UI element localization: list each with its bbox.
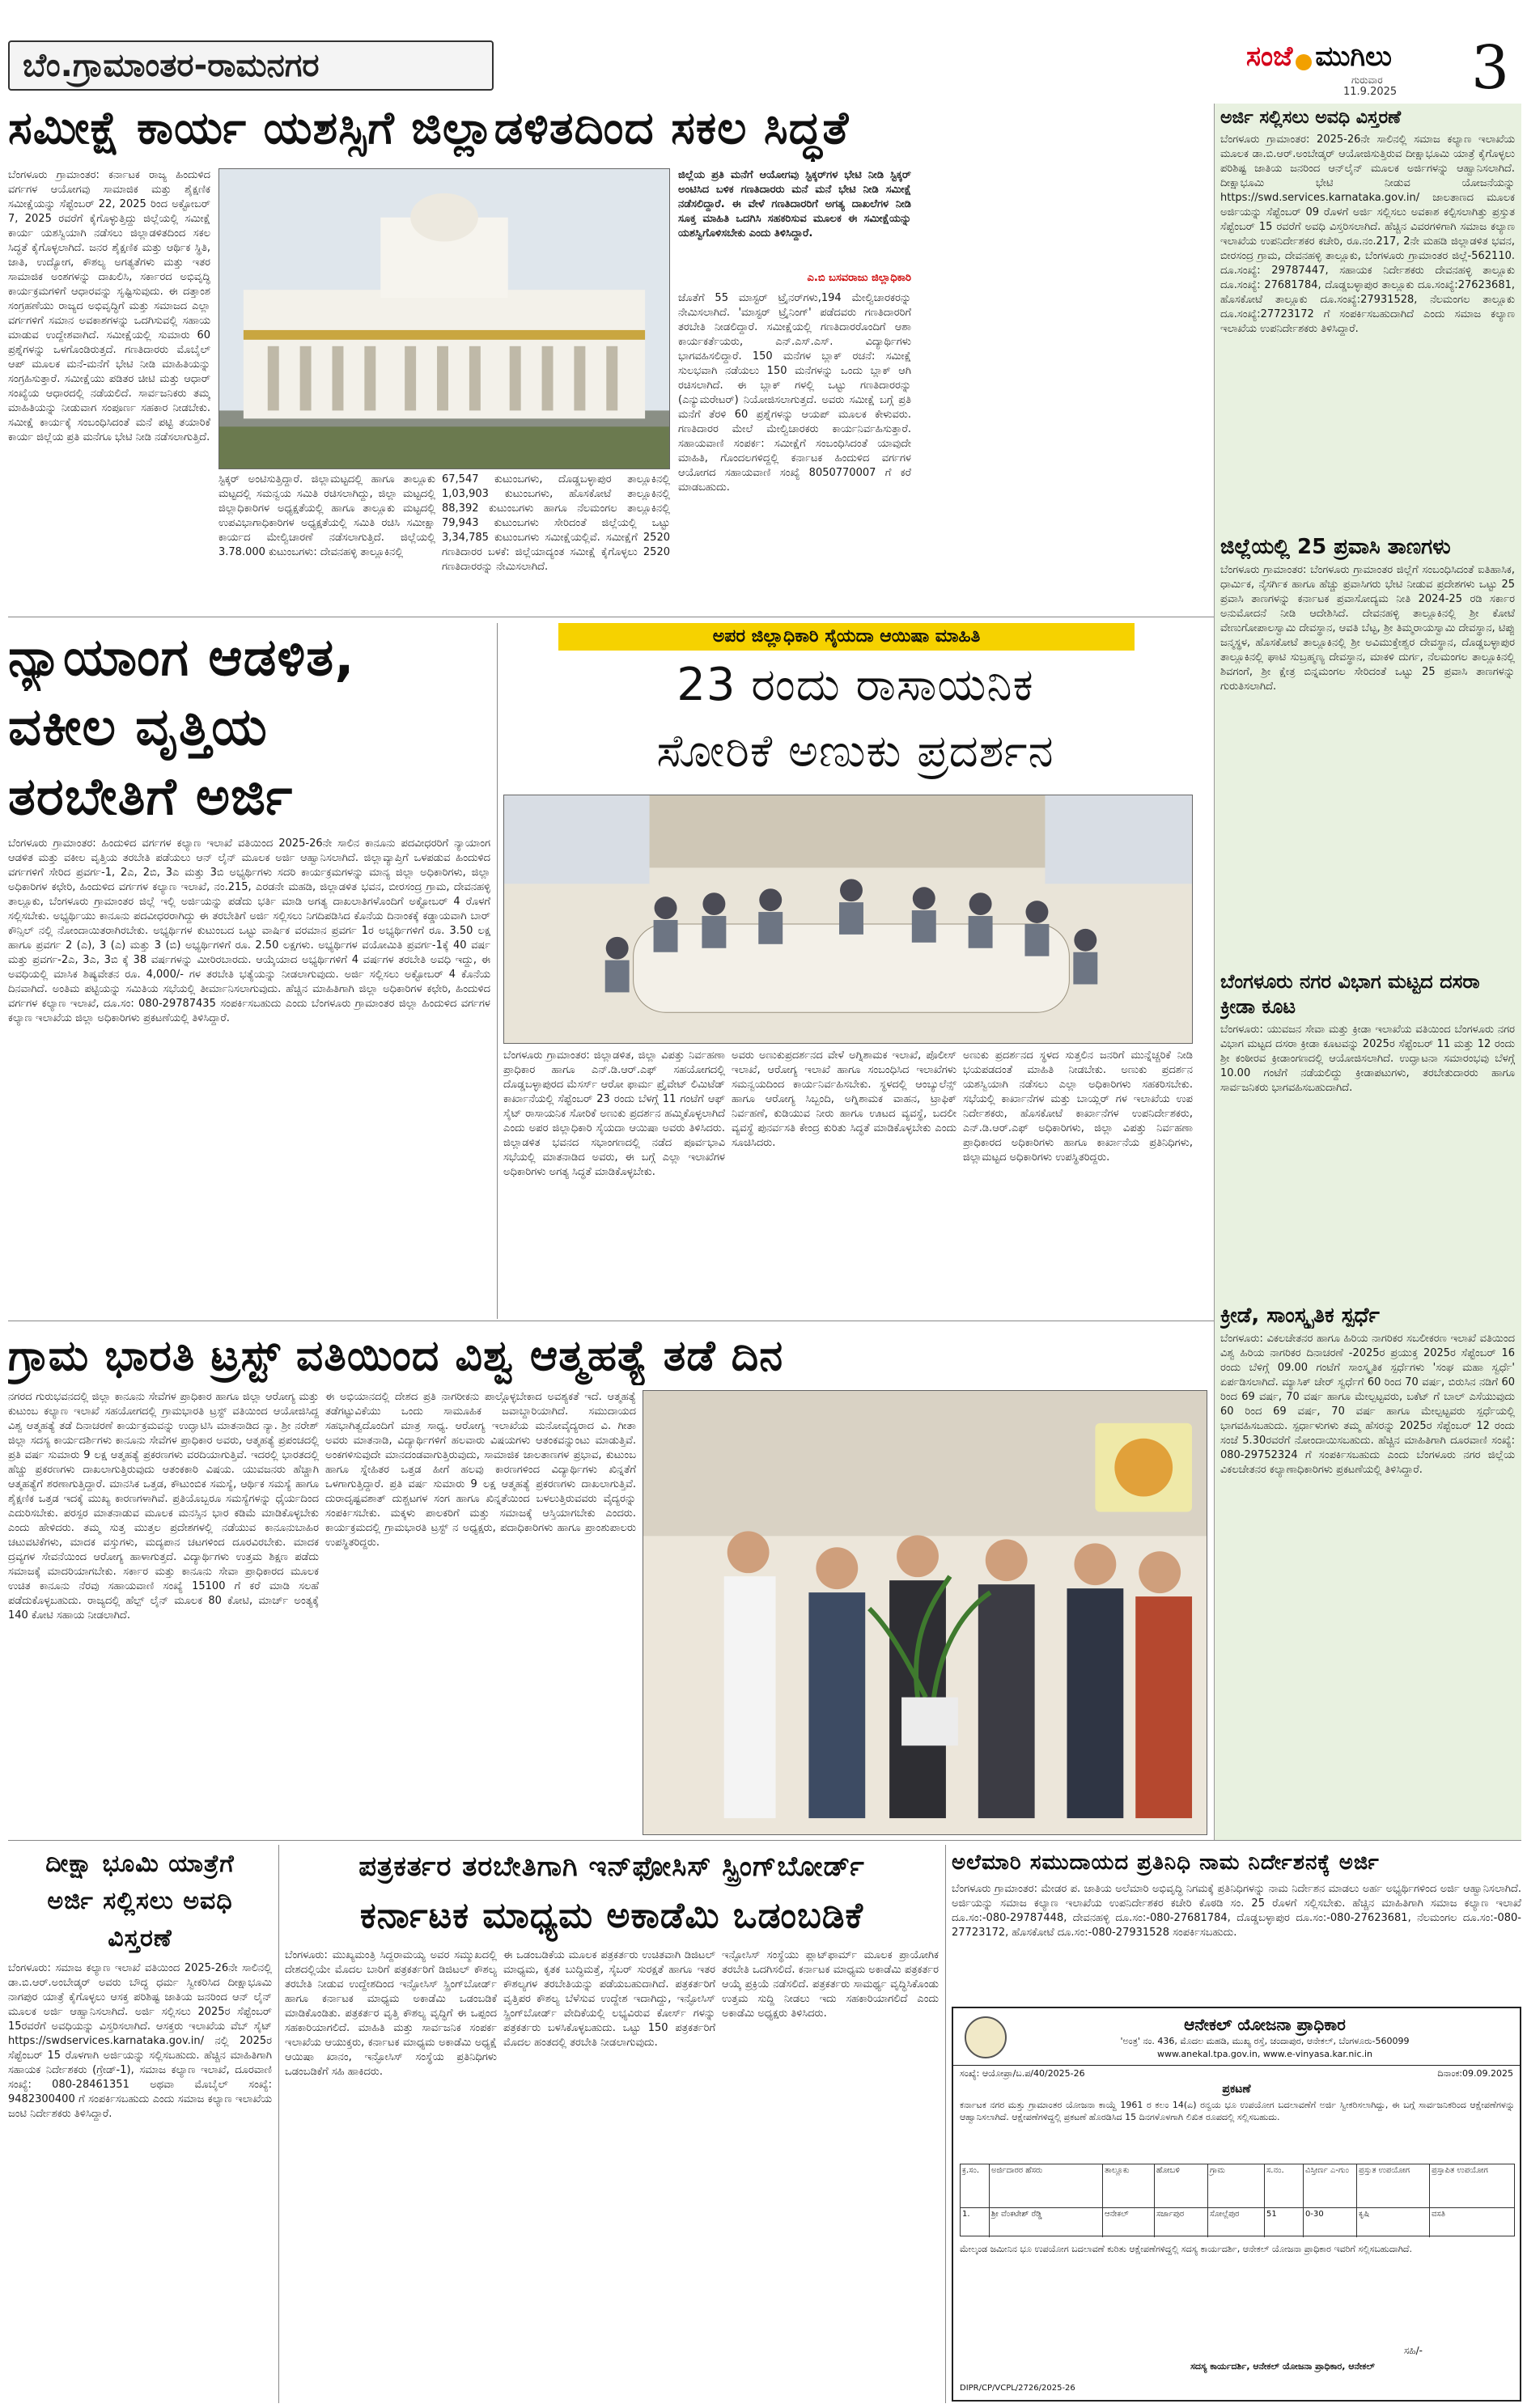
story6-headline-l2: ಕರ್ನಾಟಕ ಮಾಧ್ಯಮ ಅಕಾಡೆಮಿ ಒಡಂಬಡಿಕೆ <box>359 1895 864 1936</box>
story4-col1: ನಗರದ ಗುರುಭವನದಲ್ಲಿ ಜಿಲ್ಲಾ ಕಾನೂನು ಸೇವೆಗಳ ಪ್ರಾಧಿಕಾರ ಹಾಗೂ ಜಿಲ್ಲಾ ಆರೋಗ್ಯ ಮತ್ತು ಕುಟುಂಬ ಕಲ್ಯಾಣ ಇಲಾಖೆ ಸಹಯೋಗದಲ್ಲಿ ಗ್ರಾಮಭಾರತಿ ಟ್ರಸ್ಟ್ ವತಿಯಿಂದ ಆಯೋಜಿಸಿದ್ದ ವಿಶ್ವ ಆತ್ಮಹತ್ಯೆ ತಡೆ ದಿನಾಚರಣೆ ಕಾರ್ಯಕ್ರಮವನ್ನು ಉದ್ಘಾಟಿಸಿ ಮಾತನಾಡಿದ ನ್ಯಾ. ಶ್ರೀ ನರೇಶ್ ಜಿಲ್ಲಾ ಸದಸ್ಯ ಕಾರ್ಯದರ್ಶಿಗಳು ಕಾನೂನು ಸೇವೆಗಳ ಪ್ರಾಧಿಕಾರ ಅವರು, ಆತ್ಮಹತ್ಯೆ ಪ್ರಪಂಚದಲ್ಲಿ ಪ್ರತಿ ವರ್ಷ ಸುಮಾರು 9 ಲಕ್ಷ ಆತ್ಮಹತ್ಯೆ ಪ್ರಕರಣಗಳು ವರದಿಯಾಗುತ್ತಿವೆ. ಇದರಲ್ಲಿ ಭಾರತದಲ್ಲಿ ಹೆಚ್ಚು ಪ್ರಕರಣಗಳು ದಾಖಲಾಗುತ್ತಿರುವುದು ಆತಂಕಕಾರಿ ವಿಷಯ. ಯುವಜನರು ಹೆಚ್ಚಾಗಿ ಆತ್ಮಹತ್ಯೆಗೆ ಶರಣಾಗುತ್ತಿದ್ದಾರೆ. ಮಾನಸಿಕ ಒತ್ತಡ, ಕೌಟುಂಬಿಕ ಸಮಸ್ಯೆ, ಆರ್ಥಿಕ ಸಮಸ್ಯೆ ಹಾಗೂ ಶೈಕ್ಷಣಿಕ ಒತ್ತಡ ಇದಕ್ಕೆ ಮುಖ್ಯ ಕಾರಣಗಳಾಗಿವೆ. ಪ್ರತಿಯೊಬ್ಬರೂ ಸಮಸ್ಯೆಗಳನ್ನು ಧೈರ್ಯದಿಂದ ಎದುರಿಸಬೇಕು. ಪರಸ್ಪರ ಮಾತನಾಡುವ ಮೂಲಕ ಮನಸ್ಸಿನ ಭಾರ ಕಡಿಮೆ ಮಾಡಿಕೊಳ್ಳಬೇಕು ಎಂದು ಹೇಳಿದರು. ತಮ್ಮ ಸುತ್ತ ಮುತ್ತಲ ಪ್ರದೇಶಗಳಲ್ಲಿ ನಡೆಯುವ ಕಾನೂನುಬಾಹಿರ ಚಟುವಟಿಕೆಗಳು, ಮಾದಕ ವಸ್ತುಗಳು, ಮದ್ಯಪಾನ ಚಟಗಳಿಂದ ದೂರವಿರಬೇಕು. ಮಾದಕ ದ್ರವ್ಯಗಳ ಸೇವನೆಯಿಂದ ಆರೋಗ್ಯ ಹಾಳಾಗುತ್ತದೆ. ವಿದ್ಯಾರ್ಥಿಗಳು ಉತ್ತಮ ಶಿಕ್ಷಣ ಪಡೆದು ಸಮಾಜಕ್ಕೆ ಮಾದರಿಯಾಗಬೇಕು. ಸರ್ಕಾರ ಮತ್ತು ಕಾನೂನು ಸೇವಾ ಪ್ರಾಧಿಕಾರದ ಮೂಲಕ ಉಚಿತ ಕಾನೂನು ನೆರವು ಸಹಾಯವಾಣಿ ಸಂಖ್ಯೆ 15100 ಗೆ ಕರೆ ಮಾಡಿ ಸಲಹೆ ಪಡೆದುಕೊಳ್ಳಬಹುದು. ರಾಜ್ಯದಲ್ಲಿ ಹೆಲ್ಪ್ ಲೈನ್ ಮೂಲಕ 80 ಕೋಟಿ, ಮಾರ್ಚ್ ಅಂತ್ಯಕ್ಕೆ 140 ಕೋಟಿ ಸಹಾಯ ನೀಡಲಾಗಿದೆ. <box>8 1391 319 1622</box>
story3-col3: ಅಣುಕು ಪ್ರದರ್ಶನದ ಸ್ಥಳದ ಸುತ್ತಲಿನ ಜನರಿಗೆ ಮುನ್ನೆಚ್ಚರಿಕೆ ನೀಡಿ ಭಯಪಡದಂತೆ ಮಾಹಿತಿ ನೀಡಬೇಕು. ಅಣುಕು ಪ್ರದರ್ಶನ ಯಶಸ್ವಿಯಾಗಿ ನಡೆಸಲು ಎಲ್ಲಾ ಅಧಿಕಾರಿಗಳು ಸಹಕರಿಸಬೇಕು. ಸಭೆಯಲ್ಲಿ ಕಾರ್ಖಾನೆಗಳ ಮತ್ತು ಬಾಯ್ಲರ್ ಗಳ ಇಲಾಖೆಯ ಉಪ ನಿರ್ದೇಶಕರು, ಹೊಸಕೋಟೆ ಕಾರ್ಖಾನೆಗಳ ಉಪನಿರ್ದೇಶಕರು, ಎನ್.ಡಿ.ಆರ್.ಎಫ್ ಅಧಿಕಾರಿಗಳು, ಜಿಲ್ಲಾ ವಿಪತ್ತು ನಿರ್ವಹಣಾ ಪ್ರಾಧಿಕಾರದ ಅಧಿಕಾರಿಗಳು ಹಾಗೂ ಕಾರ್ಖಾನೆಯ ಪ್ರತಿನಿಧಿಗಳು, ಜಿಲ್ಲಾಮಟ್ಟದ ಅಧಿಕಾರಿಗಳು ಉಪಸ್ಥಿತರಿದ್ದರು. <box>963 1049 1193 1164</box>
sidebar-s4-head: ಕ್ರೀಡೆ, ಸಾಂಸ್ಕೃತಿಕ ಸ್ಪರ್ಧೆ <box>1220 1304 1380 1328</box>
divider <box>945 1845 946 2403</box>
notice-intro: ಕರ್ನಾಟಕ ನಗರ ಮತ್ತು ಗ್ರಾಮಾಂತರ ಯೋಜನಾ ಕಾಯ್ದೆ 1961 ರ ಕಲಂ 14(ಎ) ರನ್ವಯ ಭೂ ಉಪಯೋಗ ಬದಲಾವಣೆಗೆ ಅರ್ಜಿ ಸ್ವೀಕರಿಸಲಾಗಿದ್ದು, ಈ ಬಗ್ಗೆ ಸಾರ್ವಜನಿಕರಿಂದ ಆಕ್ಷೇಪಣೆಗಳನ್ನು ಆಹ್ವಾನಿಸಲಾಗಿದೆ. ಆಕ್ಷೇಪಣೆಗಳಿದ್ದಲ್ಲಿ ಪ್ರಕಟಣೆ ಹೊರಡಿಸಿದ 15 ದಿನಗಳೊಳಗಾಗಿ ಲಿಖಿತ ರೂಪದಲ್ಲಿ ಸಲ್ಲಿಸಬಹುದು. <box>960 2100 1515 2122</box>
notice-th: ವಿಸ್ತೀರ್ಣ ಎ-ಗುಂ <box>1304 2164 1357 2208</box>
notice-th: ಪ್ರಸ್ತಾಪಿತ ಉಪಯೋಗ <box>1430 2164 1514 2208</box>
notice-th: ಅರ್ಜಿದಾರರ ಹೆಸರು <box>990 2164 1103 2208</box>
story3-photo-meeting <box>503 795 1193 1044</box>
story1-photo-building <box>218 168 670 469</box>
notice-td: ಸೋಲ್ಲೆಪುರ <box>1208 2208 1265 2237</box>
notice-dipr: DIPR/CP/VCPL/2726/2025-26 <box>960 2384 1075 2393</box>
notice-td: 0-30 <box>1304 2208 1357 2237</box>
story3-col2: ಅವರು ಅಣುಕುಪ್ರದರ್ಶನದ ವೇಳೆ ಅಗ್ನಿಶಾಮಕ ಇಲಾಖೆ, ಪೊಲೀಸ್ ಇಲಾಖೆ, ಆರೋಗ್ಯ ಇಲಾಖೆ ಹಾಗೂ ಸಂಬಂಧಿಸಿದ ಇಲಾಖೆಗಳು ಸಮನ್ವಯದಿಂದ ಕಾರ್ಯನಿರ್ವಹಿಸಬೇಕು. ಸ್ಥಳದಲ್ಲಿ ಆಂಬ್ಯುಲೆನ್ಸ್ ಹಾಗೂ ಆರೋಗ್ಯ ಸಿಬ್ಬಂದಿ, ಅಗ್ನಿಶಾಮಕ ವಾಹನ, ಟ್ರಾಫಿಕ್ ನಿರ್ವಹಣೆ, ಕುಡಿಯುವ ನೀರು ಹಾಗೂ ಊಟದ ವ್ಯವಸ್ಥೆ, ಬದಲೀ ವ್ಯವಸ್ಥೆ ಪುನರ್ವಸತಿ ಕೇಂದ್ರ ಕುರಿತು ಸಿದ್ಧತೆ ಮಾಡಿಕೊಳ್ಳಬೇಕು ಎಂದು ಸೂಚಿಸಿದರು. <box>732 1049 956 1149</box>
notice-td: ವಸತಿ <box>1432 2210 1446 2219</box>
notice-date: ದಿನಾಂಕ:09.09.2025 <box>1437 2068 1513 2079</box>
notice-ref: ಸಂಖ್ಯೆ: ಆಯೋಪ್ರಾ/ಬ.ಪ/40/2025-26 <box>960 2068 1085 2079</box>
notice-web: www.anekal.tpa.gov.in, www.e-vinyasa.kar.nic.in <box>1156 2049 1373 2059</box>
story1-headline: ಸಮೀಕ್ಷೆ ಕಾರ್ಯ ಯಶಸ್ಸಿಗೆ ಜಿಲ್ಲಾಡಳಿತದಿಂದ ಸಕಲ ಸಿದ್ಧತೆ <box>8 102 850 155</box>
story4-photo-group <box>643 1390 1207 1835</box>
notice-th: ಪ್ರಸ್ತುತ ಉಪಯೋಗ <box>1357 2164 1430 2208</box>
story1-col2: ಸ್ಟಿಕ್ಕರ್ ಅಂಟಿಸುತ್ತಿದ್ದಾರೆ. ಜಿಲ್ಲಾಮಟ್ಟದಲ್ಲಿ ಹಾಗೂ ತಾಲ್ಲೂಕು ಮಟ್ಟದಲ್ಲಿ ಸಮನ್ವಯ ಸಮಿತಿ ರಚಿಸಲಾಗಿದ್ದು, ಜಿಲ್ಲಾ ಮಟ್ಟದಲ್ಲಿ ಜಿಲ್ಲಾಧಿಕಾರಿಗಳ ಅಧ್ಯಕ್ಷತೆಯಲ್ಲಿ ಹಾಗೂ ತಾಲ್ಲೂಕು ಮಟ್ಟದಲ್ಲಿ ಉಪವಿಭಾಗಾಧಿಕಾರಿಗಳ ಅಧ್ಯಕ್ಷತೆಯಲ್ಲಿ ಸಮಿತಿ ರಚಿಸಿ ಸಮೀಕ್ಷಾ ಕಾರ್ಯದ ಮೇಲ್ವಿಚಾರಣೆ ನಡೆಸಲಾಗುತ್ತಿದೆ. ಜಿಲ್ಲೆಯಲ್ಲಿ 3.78.000 ಕುಟುಂಬಗಳು: ದೇವನಹಳ್ಳಿ ತಾಲ್ಲೂಕಿನಲ್ಲಿ <box>218 473 435 558</box>
notice-td: ಶ್ರೀ ವೆಂಕಟೇಶ್ ರೆಡ್ಡಿ <box>990 2208 1103 2237</box>
story6-col1: ಬೆಂಗಳೂರು: ಮುಖ್ಯಮಂತ್ರಿ ಸಿದ್ದರಾಮಯ್ಯ ಅವರ ಸಮ್ಮುಖದಲ್ಲಿ ದೇಶದಲ್ಲಿಯೇ ಮೊದಲ ಬಾರಿಗೆ ಪತ್ರಕರ್ತರಿಗೆ ಡಿಜಿಟಲ್ ಕೌಶಲ್ಯ ತರಬೇತಿ ನೀಡುವ ಉದ್ದೇಶದಿಂದ ಇನ್ಫೋಸಿಸ್ ಸ್ಪ್ರಿಂಗ್‌ಬೋರ್ಡ್ ಹಾಗೂ ಕರ್ನಾಟಕ ಮಾಧ್ಯಮ ಅಕಾಡೆಮಿ ಒಡಂಬಡಿಕೆ ಮಾಡಿಕೊಂಡಿತು. ಪತ್ರಕರ್ತರ ವೃತ್ತಿ ಕೌಶಲ್ಯ ವೃದ್ಧಿಗೆ ಈ ಒಪ್ಪಂದ ಸಹಕಾರಿಯಾಗಲಿದೆ. ಮಾಹಿತಿ ಮತ್ತು ಸಾರ್ವಜನಿಕ ಸಂಪರ್ಕ ಇಲಾಖೆಯ ಆಯುಕ್ತರು, ಕರ್ನಾಟಕ ಮಾಧ್ಯಮ ಅಕಾಡೆಮಿ ಅಧ್ಯಕ್ಷೆ ಆಯಿಷಾ ಖಾನಂ, ಇನ್ಫೋಸಿಸ್ ಸಂಸ್ಥೆಯ ಪ್ರತಿನಿಧಿಗಳು ಒಡಂಬಡಿಕೆಗೆ ಸಹಿ ಹಾಕಿದರು. <box>285 1949 497 2078</box>
notice-th: ಕ್ರ.ಸಂ. <box>961 2164 990 2208</box>
sidebar-s2-head: ಜಿಲ್ಲೆಯಲ್ಲಿ 25 ಪ್ರವಾಸಿ ತಾಣಗಳು <box>1220 535 1451 559</box>
divider <box>8 1840 1521 1841</box>
story3-col1: ಬೆಂಗಳೂರು ಗ್ರಾಮಾಂತರ: ಜಿಲ್ಲಾಡಳಿತ, ಜಿಲ್ಲಾ ವಿಪತ್ತು ನಿರ್ವಹಣಾ ಪ್ರಾಧಿಕಾರ ಹಾಗೂ ಎನ್.ಡಿ.ಆರ್.ಎಫ್ ಸಹಯೋಗದಲ್ಲಿ ದೊಡ್ಡಬಳ್ಳಾಪುರದ ಮೆಸರ್ಸ್ ಆರೋ ಫಾರ್ಮ ಪ್ರೈವೇಟ್ ಲಿಮಿಟೆಡ್ ಕಾರ್ಖಾನೆಯಲ್ಲಿ ಸೆಪ್ಟೆಂಬರ್ 23 ರಂದು ಬೆಳಗ್ಗೆ 11 ಗಂಟೆಗೆ ಆಫ್ ಸೈಟ್ ರಾಸಾಯನಿಕ ಸೋರಿಕೆ ಅಣುಕು ಪ್ರದರ್ಶನ ಹಮ್ಮಿಕೊಳ್ಳಲಾಗಿದೆ ಎಂದು ಅಪರ ಜಿಲ್ಲಾಧಿಕಾರಿ ಸೈಯದಾ ಆಯಿಷಾ ಅವರು ತಿಳಿಸಿದರು. ಜಿಲ್ಲಾಡಳಿತ ಭವನದ ಸಭಾಂಗಣದಲ್ಲಿ ನಡೆದ ಪೂರ್ವಭಾವಿ ಸಭೆಯಲ್ಲಿ ಮಾತನಾಡಿದ ಅವರು, ಈ ಬಗ್ಗೆ ಎಲ್ಲಾ ಇಲಾಖೆಗಳ ಅಧಿಕಾರಿಗಳು ಅಗತ್ಯ ಸಿದ್ಧತೆ ಮಾಡಿಕೊಳ್ಳಬೇಕು. <box>503 1049 725 1178</box>
story1-col4-intro: ಜಿಲ್ಲೆಯ ಪ್ರತಿ ಮನೆಗೆ ಆಯೋಗವು ಸ್ಟಿಕ್ಕರ್‌ಗಳ ಭೇಟಿ ನೀಡಿ ಸ್ಟಿಕ್ಕರ್ ಅಂಟಿಸಿದ ಬಳಿಕ ಗಣತಿದಾರರು ಮನೆ ಮನೆ ಭೇಟಿ ನೀಡಿ ಸಮೀಕ್ಷೆ ನಡೆಸಲಿದ್ದಾರೆ. ಈ ವೇಳೆ ಗಣತಿದಾರರಿಗೆ ಅಗತ್ಯ ದಾಖಲೆಗಳ ನೀಡಿ ಸೂಕ್ತ ಮಾಹಿತಿ ಒದಗಿಸಿ ಸಹಕರಿಸುವ ಮೂಲಕ ಈ ಸಮೀಕ್ಷೆಯನ್ನು ಯಶಸ್ವಿಗೊಳಿಸಬೇಕು ಎಂದು ತಿಳಿಸಿದ್ದಾರೆ. <box>678 169 911 240</box>
story5-headline-l3: ವಿಸ್ತರಣೆ <box>108 1924 172 1952</box>
story5-headline-l2: ಅರ್ಜಿ ಸಲ್ಲಿಸಲು ಅವಧಿ <box>47 1887 233 1915</box>
section-header <box>8 40 494 91</box>
story2-headline-l1: ನ್ಯಾಯಾಂಗ ಆಡಳಿತ, <box>8 628 355 688</box>
masthead <box>1246 40 1521 99</box>
masthead-name-left: ಸಂಜೆ <box>1246 40 1293 73</box>
notice-td: 51 <box>1265 2208 1304 2237</box>
masthead-name-right: ಮುಗಿಲು <box>1315 40 1392 73</box>
story1-col1: ಬೆಂಗಳೂರು ಗ್ರಾಮಾಂತರ: ಕರ್ನಾಟಕ ರಾಜ್ಯ ಹಿಂದುಳಿದ ವರ್ಗಗಳ ಆಯೋಗವು ಸಾಮಾಜಿಕ ಮತ್ತು ಶೈಕ್ಷಣಿಕ ಸಮೀಕ್ಷೆಯನ್ನು ಸೆಪ್ಟೆಂಬರ್ 22, 2025 ರಿಂದ ಅಕ್ಟೋಬರ್ 7, 2025 ರವರೆಗೆ ಕೈಗೊಳ್ಳುತ್ತಿದ್ದು ಜಿಲ್ಲೆಯಲ್ಲಿ ಸಮೀಕ್ಷೆ ಕಾರ್ಯ ಯಶಸ್ವಿಯಾಗಿ ನಡೆಸಲು ಜಿಲ್ಲಾಡಳಿತದಿಂದ ಸಕಲ ಸಿದ್ಧತೆ ಕೈಗೊಳ್ಳಲಾಗಿದೆ. ಜನರ ಶೈಕ್ಷಣಿಕ ಮತ್ತು ಆರ್ಥಿಕ ಸ್ಥಿತಿ, ಜಾತಿ, ಉದ್ಯೋಗ, ಕೌಶಲ್ಯ ಅಗತ್ಯತೆಗಳು ಮತ್ತು ಇತರ ಸಾಮಾಜಿಕ ಅಂಶಗಳನ್ನು ದಾಖಲಿಸಿ, ಸರ್ಕಾರದ ಅಭಿವೃದ್ಧಿ ಕಾರ್ಯಕ್ರಮಗಳಿಗೆ ಆಧಾರವನ್ನು ಸೃಷ್ಟಿಸುವುದು. ಈ ದತ್ತಾಂಶ ಸಂಗ್ರಹಣೆಯು ರಾಜ್ಯದ ಅಭಿವೃದ್ಧಿಗೆ ಮತ್ತು ಸಮಾಜದ ಎಲ್ಲಾ ವರ್ಗಗಳಿಗೆ ಸಮಾನ ಅವಕಾಶಗಳನ್ನು ಒದಗಿಸುವಲ್ಲಿ ಸಹಾಯ ಮಾಡುವ ಉದ್ದೇಶವಾಗಿದೆ. ಸಮೀಕ್ಷೆಯಲ್ಲಿ ಸುಮಾರು 60 ಪ್ರಶ್ನೆಗಳನ್ನು ಒಳಗೊಂಡಿರುತ್ತದೆ. ಗಣತಿದಾರರು ಮೊಬೈಲ್ ಆಪ್ ಮೂಲಕ ಮನೆ-ಮನೆಗೆ ಭೇಟಿ ನೀಡಿ ಮಾಹಿತಿಯನ್ನು ಸಂಗ್ರಹಿಸುತ್ತಾರೆ. ಸಮೀಕ್ಷೆಯು ಪಡಿತರ ಚೀಟಿ ಮತ್ತು ಆಧಾರ್ ಸಂಖ್ಯೆಯ ಆಧಾರದಲ್ಲಿ ನಡೆಯಲಿದೆ. ಸಾರ್ವಜನಿಕರು ತಮ್ಮ ಮಾಹಿತಿಯನ್ನು ನೀಡುವಾಗ ಸಂಪೂರ್ಣ ಸಹಕಾರ ನೀಡಬೇಕು. ಸಮೀಕ್ಷೆ ಕಾರ್ಯಕ್ಕೆ ಸಂಬಂಧಿಸಿದಂತೆ ಮನೆ ಪಟ್ಟಿ ತಯಾರಿಕೆ ಕಾರ್ಯ ಜಿಲ್ಲೆಯ ಪ್ರತಿ ಮನೆಗೂ ಭೇಟಿ ನೀಡಿ ನಡೆಸಲಾಗುತ್ತಿದೆ. <box>8 169 210 443</box>
story4-headline: ಗ್ರಾಮ ಭಾರತಿ ಟ್ರಸ್ಟ್ ವತಿಯಿಂದ ವಿಶ್ವ ಆತ್ಮಹತ್ಯೆ ತಡೆ ದಿನ <box>8 1332 784 1380</box>
story1-col4: ಜೊತೆಗೆ 55 ಮಾಸ್ಟರ್ ಟ್ರೈನರ್‌ಗಳು,194 ಮೇಲ್ವಿಚಾರಕರನ್ನು ನೇಮಿಸಲಾಗಿದೆ. 'ಮಾಸ್ಟರ್ ಟ್ರೈನಿಂಗ್' ಪಡೆದವರು ಗಣತಿದಾರರಿಗೆ ತರಬೇತಿ ನೀಡಲಿದ್ದಾರೆ. ಸಮೀಕ್ಷೆಯಲ್ಲಿ ಗಣತಿದಾರರೊಂದಿಗೆ ಆಶಾ ಕಾರ್ಯಕರ್ತೆಯರು, ಎನ್.ಎಸ್.ಎಸ್. ವಿದ್ಯಾರ್ಥಿಗಳು ಭಾಗವಹಿಸಲಿದ್ದಾರೆ. 150 ಮನೆಗಳ ಬ್ಲಾಕ್ ರಚನೆ: ಸಮೀಕ್ಷೆ ಸುಲಭವಾಗಿ ನಡೆಯಲು 150 ಮನೆಗಳನ್ನು ಒಂದು ಬ್ಲಾಕ್ ಆಗಿ ರಚಿಸಲಾಗಿದೆ. ಈ ಬ್ಲಾಕ್ ಗಳಲ್ಲಿ ಒಟ್ಟು ಗಣತಿದಾರರನ್ನು (ಎನ್ಯುಮರೇಟರ್) ನಿಯೋಜಿಸಲಾಗುತ್ತದೆ. ಅವರು ಸಮೀಕ್ಷೆ ಬಗ್ಗೆ ಪ್ರತಿ ಮನೆಗೆ ತೆರಳಿ 60 ಪ್ರಶ್ನೆಗಳನ್ನು ಆಯಪ್ ಮೂಲಕ ಕೇಳುವರು. ಗಣತಿದಾರರ ಮೇಲೆ ಮೇಲ್ವಿಚಾರಕರು ಕಾರ್ಯನಿರ್ವಹಿಸುತ್ತಾರೆ. ಸಹಾಯವಾಣಿ ಸಂಪರ್ಕ: ಸಮೀಕ್ಷೆಗೆ ಸಂಬಂಧಿಸಿದಂತೆ ಯಾವುದೇ ಮಾಹಿತಿ, ಗೊಂದಲಗಳಿದ್ದಲ್ಲಿ ಕರ್ನಾಟಕ ಹಿಂದುಳಿದ ವರ್ಗಗಳ ಆಯೋಗದ ಸಹಾಯವಾಣಿ ಸಂಖ್ಯೆ 8050770007 ಗೆ ಕರೆ ಮಾಡಬಹುದು. <box>678 292 911 494</box>
sidebar-s2-body: ಬೆಂಗಳೂರು ಗ್ರಾಮಾಂತರ: ಬೆಂಗಳೂರು ಗ್ರಾಮಾಂತರ ಜಿಲ್ಲೆಗೆ ಸಂಬಂಧಿಸಿದಂತೆ ಐತಿಹಾಸಿಕ, ಧಾರ್ಮಿಕ, ನೈಸರ್ಗಿಕ ಹಾಗೂ ಹೆಚ್ಚು ಪ್ರವಾಸಿಗರು ಭೇಟಿ ನೀಡುವ ಪ್ರದೇಶಗಳು ಒಟ್ಟು 25 ಪ್ರವಾಸಿ ತಾಣಗಳನ್ನು ಕರ್ನಾಟಕ ಪ್ರವಾಸೋದ್ಯಮ ನೀತಿ 2024-25 ರಡಿ ಸರ್ಕಾರ ಅನುಮೋದನೆ ನೀಡಿ ಆದೇಶಿಸಿದೆ. ದೇವನಹಳ್ಳಿ ತಾಲ್ಲೂಕಿನಲ್ಲಿ ಶ್ರೀ ಕೋಟೆ ವೇಣುಗೋಪಾಲಸ್ವಾಮಿ ದೇವಸ್ಥಾನ, ಆವತಿ ಬೆಟ್ಟ, ಶ್ರೀ ತಿಮ್ಮರಾಯಸ್ವಾಮಿ ದೇವಸ್ಥಾನ, ಟಿಪ್ಪು ಜನ್ಮಸ್ಥಳ, ಹೊಸಕೋಟೆ ತಾಲ್ಲೂಕಿನಲ್ಲಿ ಶ್ರೀ ಅವಿಮುಕ್ತೇಶ್ವರ ದೇವಸ್ಥಾನ, ದೊಡ್ಡಬಳ್ಳಾಪುರ ತಾಲ್ಲೂಕಿನಲ್ಲಿ ಘಾಟಿ ಸುಬ್ರಹ್ಮಣ್ಯ ದೇವಸ್ಥಾನ, ಮಾಕಳಿ ದುರ್ಗ, ನೆಲಮಂಗಲ ತಾಲ್ಲೂಕಿನಲ್ಲಿ ಶಿವಗಂಗೆ, ಶ್ರೀ ಕ್ಷೇತ್ರ ಬಿನ್ನಮಂಗಲ ಸೇರಿದಂತೆ ಒಟ್ಟು 25 ಪ್ರವಾಸಿ ತಾಣಗಳನ್ನು ಗುರುತಿಸಲಾಗಿದೆ. <box>1220 564 1515 693</box>
notice-td: ಕೃಷಿ <box>1357 2208 1430 2237</box>
notice-th: ಗ್ರಾಮ <box>1208 2164 1265 2208</box>
notice-box <box>952 2007 1521 2402</box>
story7-body: ಬೆಂಗಳೂರು ಗ್ರಾಮಾಂತರ: ಮೇಡರ ಪ. ಜಾತಿಯ ಅಲೆಮಾರಿ ಅಭಿವೃದ್ಧಿ ನಿಗಮಕ್ಕೆ ಪ್ರತಿನಿಧಿಗಳನ್ನು ನಾಮ ನಿರ್ದೇಶನ ಮಾಡಲು ಅರ್ಹ ಅಭ್ಯರ್ಥಿಗಳಿಂದ ಅರ್ಜಿ ಆಹ್ವಾನಿಸಲಾಗಿದೆ. ಅರ್ಜಿಯನ್ನು ಸಮಾಜ ಕಲ್ಯಾಣ ಇಲಾಖೆಯ ಉಪನಿರ್ದೇಶಕರ ಕಚೇರಿ ಕೊಠಡಿ ಸಂ. 25 ರೊಳಗೆ ಸಲ್ಲಿಸಬೇಕು. ಹೆಚ್ಚಿನ ಮಾಹಿತಿಗಾಗಿ ಸಮಾಜ ಕಲ್ಯಾಣ ಇಲಾಖೆ ದೂ.ಸಂ:-080-29787448, ದೇವನಹಳ್ಳಿ ದೂ.ಸಂ:-080-27681784, ದೊಡ್ಡಬಳ್ಳಾಪುರ ದೂ.ಸಂ:-080-27623681, ನೆಲಮಂಗಲ ದೂ.ಸಂ:-080-27723172, ಹೊಸಕೋಟೆ ದೂ.ಸಂ:-080-27931528 ಸಂಪರ್ಕಿಸಬಹುದು. <box>952 1883 1521 1939</box>
masthead-date: 11.9.2025 <box>1343 86 1398 98</box>
notice-title: ಪ್ರಕಟಣೆ <box>1222 2083 1251 2096</box>
notice-head: ಆನೇಕಲ್ ಯೋಜನಾ ಪ್ರಾಧಿಕಾರ <box>1184 2015 1346 2034</box>
story1-byline: ಎ.ಬಿ ಬಸವರಾಜು ಜಿಲ್ಲಾಧಿಕಾರಿ <box>807 272 911 284</box>
story1-col3: 67,547 ಕುಟುಂಬಗಳು, ದೊಡ್ಡಬಳ್ಳಾಪುರ ತಾಲ್ಲೂಕಿನಲ್ಲಿ 1,03,903 ಕುಟುಂಬಗಳು, ಹೊಸಕೋಟೆ ತಾಲ್ಲೂಕಿನಲ್ಲಿ 88,392 ಕುಟುಂಬಗಳು ಹಾಗೂ ನೆಲಮಂಗಲ ತಾಲ್ಲೂಕಿನಲ್ಲಿ 79,943 ಕುಟುಂಬಗಳು ಸೇರಿದಂತೆ ಜಿಲ್ಲೆಯಲ್ಲಿ ಒಟ್ಟು 3,34,785 ಕುಟುಂಬಗಳು ಸಮೀಕ್ಷೆಯಲ್ಲಿವೆ. ಸಮೀಕ್ಷೆಗೆ 2520 ಗಣತಿದಾರರ ಬಳಕೆ: ಜಿಲ್ಲೆಯಾದ್ಯಂತ ಸಮೀಕ್ಷೆ ಕೈಗೊಳ್ಳಲು 2520 ಗಣತಿದಾರರನ್ನು ನೇಮಿಸಲಾಗಿದೆ. <box>442 473 670 573</box>
page-number: 3 <box>1471 40 1510 99</box>
masthead-day: ಗುರುವಾರ <box>1351 74 1383 86</box>
sidebar-s4-body: ಬೆಂಗಳೂರು: ವಿಕಲಚೇತನರ ಹಾಗೂ ಹಿರಿಯ ನಾಗರಿಕರ ಸಬಲೀಕರಣ ಇಲಾಖೆ ವತಿಯಿಂದ ವಿಶ್ವ ಹಿರಿಯ ನಾಗರಿಕರ ದಿನಾಚರಣೆ -2025ರ ಪ್ರಯುಕ್ತ 2025ರ ಸೆಪ್ಟೆಂಬರ್ 16 ರಂದು ಬೆಳಿಗ್ಗೆ 09.00 ಗಂಟೆಗೆ ಸಾಂಸ್ಕೃತಿಕ ಸ್ಪರ್ಧೆಗಳು 'ಸಂಘ ಮಹಾ ಸ್ವರ್ಧೆ' ಏರ್ಪಡಿಸಲಾಗಿದೆ. ಮ್ಯಾಸಿಕ್ ಚೇರ್ ಸ್ವರ್ಧೆಗೆ 60 ರಿಂದ 70 ವರ್ಷ, ಬಿರುಸಿನ ನಡಿಗೆ 60 ರಿಂದ 69 ವರ್ಷ, 70 ವರ್ಷ ಹಾಗೂ ಮೇಲ್ಪಟ್ಟವರು, ಬಕೆಟ್ ಗೆ ಬಾಲ್ ಎಸೆಯುವುದು 60 ರಿಂದ 69 ವರ್ಷ, 70 ವರ್ಷ ಹಾಗೂ ಮೇಲ್ಪಟ್ಟವರು ಸ್ಪರ್ಧೆಯಲ್ಲಿ ಭಾಗವಹಿಸಬಹುದು. ಸ್ಪರ್ಧಾಳುಗಳು ತಮ್ಮ ಹೆಸರನ್ನು 2025ರ ಸೆಪ್ಟೆಂಬರ್ 12 ರಂದು ಸಂಜೆ 5.30ರವರೆಗೆ ನೋಂದಾಯಿಸಬಹುದು. ಹೆಚ್ಚಿನ ಮಾಹಿತಿಗಾಗಿ ದೂರವಾಣಿ ಸಂಖ್ಯೆ: 080-29752324 ಗೆ ಸಂಪರ್ಕಿಸಬಹುದು ಎಂದು ಬೆಂಗಳೂರು ನಗರ ಜಿಲ್ಲೆಯ ವಿಕಲಚೇತನರ ಕಲ್ಯಾಣಾಧಿಕಾರಿಗಳು ಪ್ರಕಟಣೆಯಲ್ಲಿ ತಿಳಿಸಿದ್ದಾರೆ. <box>1220 1333 1515 1476</box>
masthead-logo <box>1246 40 1457 73</box>
story5-body: ಬೆಂಗಳೂರು: ಸಮಾಜ ಕಲ್ಯಾಣ ಇಲಾಖೆ ವತಿಯಿಂದ 2025-26ನೇ ಸಾಲಿನಲ್ಲಿ ಡಾ.ಬಿ.ಆರ್.ಅಂಬೇಡ್ಕರ್ ಅವರು ಬೌದ್ಧ ಧರ್ಮ ಸ್ವೀಕರಿಸಿದ ದೀಕ್ಷಾಭೂಮಿ ನಾಗಪುರ ಯಾತ್ರೆ ಕೈಗೊಳ್ಳಲು ಆಸಕ್ತ ಪರಿಶಿಷ್ಟ ಜಾತಿಯ ಜನರಿಂದ ಆನ್ ಲೈನ್ ಮೂಲಕ ಅರ್ಜಿ ಆಹ್ವಾನಿಸಲಾಗಿದೆ. ಅರ್ಜಿ ಸಲ್ಲಿಸಲು 2025ರ ಸೆಪ್ಟೆಂಬರ್ 15ರವರೆಗೆ ಅವಧಿಯನ್ನು ವಿಸ್ತರಿಸಲಾಗಿದೆ. ಆಸಕ್ತರು ಇಲಾಖೆಯ ವೆಬ್ ಸೈಟ್ https://swdservices.karnataka.gov.in/ ನಲ್ಲಿ 2025ರ ಸೆಪ್ಟೆಂಬರ್ 15 ರೊಳಗಾಗಿ ಅರ್ಜಿಯನ್ನು ಸಲ್ಲಿಸಬಹುದು. ಹೆಚ್ಚಿನ ಮಾಹಿತಿಗಾಗಿ ಸಹಾಯಕ ನಿರ್ದೇಶಕರು (ಗ್ರೇಡ್-1), ಸಮಾಜ ಕಲ್ಯಾಣ ಇಲಾಖೆ, ದೂರವಾಣಿ ಸಂಖ್ಯೆ: 080-28461351 ಅಥವಾ ಮೊಬೈಲ್ ಸಂಖ್ಯೆ: 9482300400 ಗೆ ಸಂಪರ್ಕಿಸಬಹುದು ಎಂದು ಸಮಾಜ ಕಲ್ಯಾಣ ಇಲಾಖೆಯ ಜಂಟಿ ನಿರ್ದೇಶಕರು ತಿಳಿಸಿದ್ದಾರೆ. <box>8 1962 272 2120</box>
story7-headline: ಅಲೆಮಾರಿ ಸಮುದಾಯದ ಪ್ರತಿನಿಧಿ ನಾಮ ನಿರ್ದೇಶನಕ್ಕೆ ಅರ್ಜಿ <box>952 1851 1380 1875</box>
sidebar-s1-body: ಬೆಂಗಳೂರು ಗ್ರಾಮಾಂತರ: 2025-26ನೇ ಸಾಲಿನಲ್ಲಿ ಸಮಾಜ ಕಲ್ಯಾಣ ಇಲಾಖೆಯ ಮೂಲಕ ಡಾ.ಬಿ.ಆರ್.ಅಂಬೇಡ್ಕರ್ ಆಯೋಜಿಸುತ್ತಿರುವ ದೀಕ್ಷಾಭೂಮಿ ಯಾತ್ರೆ ಕೈಗೊಳ್ಳಲು ಪರಿಶಿಷ್ಟ ಜಾತಿಯ ಜನರಿಂದ ಆನ್‌ಲೈನ್ ಮೂಲಕ ಅರ್ಜಿಗಳನ್ನು ಆಹ್ವಾನಿಸಲಾಗಿದೆ. ದೀಕ್ಷಾಭೂಮಿ ಭೇಟಿ ನೀಡುವ ಯೋಜನೆಯನ್ನು https://swd.services.karnataka.gov.in/ ಜಾಲತಾಣದ ಮೂಲಕ ಅರ್ಜಿಯನ್ನು ಸೆಪ್ಟೆಂಬರ್ 09 ರೊಳಗೆ ಅರ್ಜಿ ಸಲ್ಲಿಸಲು ಅವಕಾಶ ಕಲ್ಪಿಸಲಾಗಿತ್ತು ಪ್ರಸ್ತುತ ಸೆಪ್ಟೆಂಬರ್ 15 ರವರೆಗೆ ಅವಧಿ ವಿಸ್ತರಿಸಲಾಗಿದೆ. ಹೆಚ್ಚಿನ ವಿವರಗಳಿಗಾಗಿ ಸಮಾಜ ಕಲ್ಯಾಣ ಇಲಾಖೆಯ ಉಪನಿರ್ದೇಶಕರ ಕಚೇರಿ, ರೂ.ನಂ.217, 2ನೇ ಮಹಡಿ ಜಿಲ್ಲಾಡಳಿತ ಭವನ, ಬೀರಸಂದ್ರ ಗ್ರಾಮ, ದೇವನಹಳ್ಳಿ ತಾಲ್ಲೂಕು, ಬೆಂಗಳೂರು ಗ್ರಾಮಾಂತರ ಜಿಲ್ಲೆ-562110. ದೂ.ಸಂಖ್ಯೆ: 29787447, ಸಹಾಯಕ ನಿರ್ದೇಶಕರು ದೇವನಹಳ್ಳಿ ತಾಲ್ಲೂಕು ದೂ.ಸಂಖ್ಯೆ: 27681784, ದೊಡ್ಡಬಳ್ಳಾಪುರ ತಾಲ್ಲೂಕು ದೂ.ಸಂಖ್ಯೆ:27623681, ಹೊಸಕೋಟೆ ತಾಲ್ಲೂಕು ದೂ.ಸಂಖ್ಯೆ:27931528, ನೆಲಮಂಗಲ ತಾಲ್ಲೂಕು ದೂ.ಸಂಖ್ಯೆ:27723172 ಗೆ ಸಂಪರ್ಕಿಸಬಹುದಾಗಿದೆ ಎಂದು ಸಮಾಜ ಕಲ್ಯಾಣ ಇಲಾಖೆಯ ಉಪನಿರ್ದೇಶಕರು ತಿಳಿಸಿದ್ದಾರೆ. <box>1220 134 1515 335</box>
sidebar-s3-body: ಬೆಂಗಳೂರು: ಯುವಜನ ಸೇವಾ ಮತ್ತು ಕ್ರೀಡಾ ಇಲಾಖೆಯ ವತಿಯಿಂದ ಬೆಂಗಳೂರು ನಗರ ವಿಭಾಗ ಮಟ್ಟದ ದಸರಾ ಕ್ರೀಡಾ ಕೂಟವನ್ನು 2025ರ ಸೆಪ್ಟೆಂಬರ್ 11 ಮತ್ತು 12 ರಂದು ಶ್ರೀ ಕಂಠೀರವ ಕ್ರೀಡಾಂಗಣದಲ್ಲಿ ಆಯೋಜಿಸಲಾಗಿದೆ. ಉದ್ಘಾಟನಾ ಸಮಾರಂಭವು ಬೆಳಗ್ಗೆ 10.00 ಗಂಟೆಗೆ ನಡೆಯಲಿದ್ದು ಕ್ರೀಡಾಪಟುಗಳು, ತರಬೇತುದಾರರು ಹಾಗೂ ಸಾರ್ವಜನಿಕರು ಭಾಗವಹಿಸಬಹುದಾಗಿದೆ. <box>1220 1024 1515 1094</box>
notice-signer: ಸದಸ್ಯ ಕಾರ್ಯದರ್ಶಿ, ಆನೇಕಲ್ ಯೋಜನಾ ಪ್ರಾಧಿಕಾರ, ಆನೇಕಲ್ <box>1190 2361 1375 2372</box>
notice-td: 1. <box>961 2208 990 2237</box>
emblem-icon <box>965 2016 1007 2058</box>
divider <box>278 1845 279 2403</box>
story6-col2: ಈ ಒಡಂಬಡಿಕೆಯ ಮೂಲಕ ಪತ್ರಕರ್ತರು ಉಚಿತವಾಗಿ ಡಿಜಿಟಲ್ ಮಾಧ್ಯಮ, ಕೃತಕ ಬುದ್ಧಿಮತ್ತೆ, ಸೈಬರ್ ಸುರಕ್ಷತೆ ಹಾಗೂ ಇತರ ಕೌಶಲ್ಯಗಳ ತರಬೇತಿಯನ್ನು ಪಡೆಯಬಹುದಾಗಿದೆ. ಪತ್ರಕರ್ತರಿಗೆ ವೃತ್ತಿಪರ ಕೌಶಲ್ಯ ಬೆಳೆಸುವ ಉದ್ದೇಶ ಇದಾಗಿದ್ದು, ಇನ್ಫೋಸಿಸ್ ಸ್ಪ್ರಿಂಗ್‌ಬೋರ್ಡ್ ವೇದಿಕೆಯಲ್ಲಿ ಲಭ್ಯವಿರುವ ಕೋರ್ಸ್ ಗಳನ್ನು ಪತ್ರಕರ್ತರು ಬಳಸಿಕೊಳ್ಳಬಹುದು. ಒಟ್ಟು 150 ಪತ್ರಕರ್ತರಿಗೆ ಮೊದಲ ಹಂತದಲ್ಲಿ ತರಬೇತಿ ನೀಡಲಾಗುವುದು. <box>503 1949 715 2049</box>
story2-body: ಬೆಂಗಳೂರು ಗ್ರಾಮಾಂತರ: ಹಿಂದುಳಿದ ವರ್ಗಗಳ ಕಲ್ಯಾಣ ಇಲಾಖೆ ವತಿಯಿಂದ 2025-26ನೇ ಸಾಲಿನ ಕಾನೂನು ಪದವೀಧರರಿಗೆ ನ್ಯಾಯಾಂಗ ಆಡಳಿತ ಮತ್ತು ವಕೀಲ ವೃತ್ತಿಯ ತರಬೇತಿ ಪಡೆಯಲು ಆನ್ ಲೈನ್ ಮೂಲಕ ಅರ್ಜಿ ಆಹ್ವಾನಿಸಲಾಗಿದೆ. ಜಿಲ್ಲಾವ್ಯಾಪ್ತಿಗೆ ಒಳಪಡುವ ಹಿಂದುಳಿದ ವರ್ಗಗಳಿಗೆ ಸೇರಿದ ಪ್ರವರ್ಗ-1, 2ಎ, 2ಬಿ, 3ಎ ಮತ್ತು 3ಬಿ ಅಭ್ಯರ್ಥಿಗಳು ಸದರಿ ಕಾರ್ಯಕ್ರಮಗಳನ್ನು ಮಾನ್ಯ ಜಿಲ್ಲಾ ಅಧಿಕಾರಿಗಳು, ಜಿಲ್ಲಾ ಅಧಿಕಾರಿಗಳ ಕಛೇರಿ, ಹಿಂದುಳಿದ ವರ್ಗಗಳ ಕಲ್ಯಾಣ ಇಲಾಖೆ, ನಂ.215, ಎರಡನೇ ಮಹಡಿ, ಜಿಲ್ಲಾಡಳಿತ ಭವನ, ಬೀರಸಂದ್ರ ಗ್ರಾಮ, ದೇವನಹಳ್ಳಿ ತಾಲ್ಲೂಕು, ಬೆಂಗಳೂರು ಗ್ರಾಮಾಂತರ ಜಿಲ್ಲೆ ಇಲ್ಲಿ ಅರ್ಜಿಯನ್ನು ಪಡೆದು ಭರ್ತಿ ಮಾಡಿ ಅಗತ್ಯ ದಾಖಲಾತಿಗಳೊಂದಿಗೆ ಅಕ್ಟೋಬರ್ 4 ರೊಳಗೆ ಸಲ್ಲಿಸಬೇಕು. ಅಭ್ಯರ್ಥಿಯು ಕಾನೂನು ಪದವೀಧರರಾಗಿದ್ದು ಈ ತರಬೇತಿಗೆ ಅರ್ಜಿ ಸಲ್ಲಿಸಲು ನಿಗದಿಪಡಿಸಿದ ಕೊನೆಯ ದಿನಾಂಕಕ್ಕೆ ಕಡ್ಡಾಯವಾಗಿ ಬಾರ್ ಕೌನ್ಸಿಲ್ ನಲ್ಲಿ ನೋಂದಾಯಿತರಾಗಿರಬೇಕು. ಅಭ್ಯರ್ಥಿಗಳ ಕುಟುಂಬದ ಒಟ್ಟು ವಾರ್ಷಿಕ ವರಮಾನ ಪ್ರವರ್ಗ 1ರ ಅಭ್ಯರ್ಥಿಗಳಿಗೆ ರೂ. 3.50 ಲಕ್ಷ ಹಾಗೂ ಪ್ರವರ್ಗ 2 (ಎ), 3 (ಎ) ಮತ್ತು 3 (ಬಿ) ಅಭ್ಯರ್ಥಿಗಳಿಗೆ ರೂ. 2.50 ಲಕ್ಷಗಳು. ಅಭ್ಯರ್ಥಿಗಳ ವಯೋಮಿತಿ ಪ್ರವರ್ಗ-1ಕ್ಕೆ 40 ವರ್ಷ ಮತ್ತು ಪ್ರವರ್ಗ-2ಎ, 3ಎ, 3ಬಿ ಕ್ಕೆ 38 ವರ್ಷಗಳನ್ನು ಮೀರಿರಬಾರದು. ಆಯ್ಕೆಯಾದ ಅಭ್ಯರ್ಥಿಗಳಿಗೆ 4 ವರ್ಷಗಳ ತರಬೇತಿ ಅವಧಿ ಇದ್ದು, ಈ ಅವಧಿಯಲ್ಲಿ ಮಾಸಿಕ ಶಿಷ್ಯವೇತನ ರೂ. 4,000/- ಗಳ ತರಬೇತಿ ಭತ್ಯೆಯನ್ನು ನೀಡಲಾಗುವುದು. ಅರ್ಜಿ ಸಲ್ಲಿಸಲು ಅಕ್ಟೋಬರ್ 4 ಕೊನೆಯ ದಿನವಾಗಿದೆ. ಅಂತಿಮ ಪಟ್ಟಿಯನ್ನು ಸಮಿತಿಯ ಸಭೆಯಲ್ಲಿ ತೀರ್ಮಾನಿಸಲಾಗುವುದು. ಹೆಚ್ಚಿನ ಮಾಹಿತಿಗಾಗಿ ಜಿಲ್ಲಾ ಅಧಿಕಾರಿಗಳ ಕಛೇರಿ, ಹಿಂದುಳಿದ ವರ್ಗಗಳ ಕಲ್ಯಾಣ ಇಲಾಖೆ, ದೂ.ಸಂ: 080-29787435 ಸಂಪರ್ಕಿಸಬಹುದು ಎಂದು ಬೆಂಗಳೂರು ಗ್ರಾಮಾಂತರ ಜಿಲ್ಲಾ ಹಿಂದುಳಿದ ವರ್ಗಗಳ ಕಲ್ಯಾಣ ಇಲಾಖೆಯ ಜಿಲ್ಲಾ ಅಧಿಕಾರಿಗಳು ಪ್ರಕಟಣೆಯಲ್ಲಿ ತಿಳಿಸಿದ್ದಾರೆ. <box>8 837 490 1024</box>
story6-headline-l1: ಪತ್ರಕರ್ತರ ತರಬೇತಿಗಾಗಿ ಇನ್‌ಫೋಸಿಸ್ ಸ್ಪ್ರಿಂಗ್‌ಬೋರ್ಡ್ <box>358 1851 865 1883</box>
story3-tag: ಅಪರ ಜಿಲ್ಲಾಧಿಕಾರಿ ಸೈಯದಾ ಆಯಿಷಾ ಮಾಹಿತಿ <box>558 623 1135 651</box>
notice-td: ಆನೇಕಲ್ <box>1103 2208 1155 2237</box>
story2-headline-l3: ತರಬೇತಿಗೆ ಅರ್ಜಿ <box>8 767 294 827</box>
sun-icon <box>1296 54 1312 70</box>
notice-sign: ಸಹಿ/- <box>1404 2345 1423 2356</box>
story6-col3: ಇನ್ಫೋಸಿಸ್ ಸಂಸ್ಥೆಯು ಪ್ಲಾಟ್‌ಫಾರ್ಮ್ ಮೂಲಕ ಪ್ರಾಯೋಗಿಕ ತರಬೇತಿ ಒದಗಿಸಲಿದೆ. ಕರ್ನಾಟಕ ಮಾಧ್ಯಮ ಅಕಾಡೆಮಿ ಪತ್ರಕರ್ತರ ಆಯ್ಕೆ ಪ್ರಕ್ರಿಯೆ ನಡೆಸಲಿದೆ. ಪತ್ರಕರ್ತರು ಸಾಮರ್ಥ್ಯ ವೃದ್ಧಿಸಿಕೊಂಡು ಉತ್ತಮ ಸುದ್ದಿ ನೀಡಲು ಇದು ಸಹಕಾರಿಯಾಗಲಿದೆ ಎಂದು ಅಕಾಡೆಮಿ ಅಧ್ಯಕ್ಷರು ತಿಳಿಸಿದರು. <box>722 1949 939 2020</box>
sidebar-s3-head: ಬೆಂಗಳೂರು ನಗರ ವಿಭಾಗ ಮಟ್ಟದ ದಸರಾ ಕ್ರೀಡಾ ಕೂಟ <box>1220 970 1480 1018</box>
sidebar-s1-head: ಅರ್ಜಿ ಸಲ್ಲಿಸಲು ಅವಧಿ ವಿಸ್ತರಣೆ <box>1220 108 1402 128</box>
section-header-text: ಬೆಂ.ಗ್ರಾಮಾಂತರ-ರಾಮನಗರ <box>23 47 320 84</box>
notice-address: 'ಅಂತ್ರ' ನಂ. 436, ಮೊದಲ ಮಹಡಿ, ಮುಖ್ಯ ರಸ್ತೆ, ಚಂದಾಪುರ, ಆನೇಕಲ್, ಬೆಂಗಳೂರು-560099 <box>1120 2036 1410 2046</box>
notice-th: ತಾಲ್ಲೂಕು <box>1103 2164 1155 2208</box>
notice-table <box>960 2164 1515 2236</box>
story2-headline-l2: ವಕೀಲ ವೃತ್ತಿಯ <box>8 697 268 757</box>
notice-outro: ಮೇಲ್ಕಂಡ ಜಮೀನಿನ ಭೂ ಉಪಯೋಗ ಬದಲಾವಣೆ ಕುರಿತು ಆಕ್ಷೇಪಣೆಗಳಿದ್ದಲ್ಲಿ ಸದಸ್ಯ ಕಾರ್ಯದರ್ಶಿ, ಆನೇಕಲ್ ಯೋಜನಾ ಪ್ರಾಧಿಕಾರ ಇವರಿಗೆ ಸಲ್ಲಿಸಬಹುದಾಗಿದೆ. <box>960 2244 1412 2254</box>
divider <box>497 623 498 1319</box>
story3-headline-l1: 23 ರಂದು ರಾಸಾಯನಿಕ <box>677 659 1034 711</box>
story5-headline-l1: ದೀಕ್ಷಾ ಭೂಮಿ ಯಾತ್ರೆಗೆ <box>45 1850 235 1878</box>
story3-headline-l2: ಸೋರಿಕೆ ಅಣುಕು ಪ್ರದರ್ಶನ <box>656 725 1054 778</box>
notice-th: ಸ.ನಂ. <box>1265 2164 1304 2208</box>
notice-th: ಹೋಬಳಿ <box>1155 2164 1208 2208</box>
story4-col2: ಈ ಅಭಿಯಾನದಲ್ಲಿ ದೇಶದ ಪ್ರತಿ ನಾಗರೀಕನು ಪಾಲ್ಗೊಳ್ಳಬೇಕಾದ ಅವಶ್ಯಕತೆ ಇದೆ. ಆತ್ಮಹತ್ಯೆ ತಡೆಗಟ್ಟುವಿಕೆಯು ಒಂದು ಸಾಮೂಹಿಕ ಜವಾಬ್ದಾರಿಯಾಗಿದೆ. ಸಮುದಾಯದ ಸಹಭಾಗಿತ್ವದೊಂದಿಗೆ ಮಾತ್ರ ಸಾಧ್ಯ. ಆರೋಗ್ಯ ಇಲಾಖೆಯ ಮನೋವೈದ್ಯರಾದ ವಿ. ಗೀತಾ ಅವರು ಮಾತನಾಡಿ, ವಿದ್ಯಾರ್ಥಿಗಳಿಗೆ ಹಲವಾರು ವಿಷಯಗಳು ಆತಂಕವನ್ನುಂಟು ಮಾಡುತ್ತಿವೆ. ಅಂಕಗಳಿಸುವುದೇ ಮಾನದಂಡವಾಗುತ್ತಿರುವುದು, ಸಾಮಾಜಿಕ ಜಾಲತಾಣಗಳ ಪ್ರಭಾವ, ಕುಟುಂಬ ಹಾಗೂ ಸ್ನೇಹಿತರ ಒತ್ತಡ ಹೀಗೆ ಹಲವು ಕಾರಣಗಳಿಂದ ವಿದ್ಯಾರ್ಥಿಗಳು ಖಿನ್ನತೆಗೆ ಒಳಗಾಗುತ್ತಿದ್ದಾರೆ. ಪ್ರತಿ ವರ್ಷ ಸುಮಾರು 9 ಲಕ್ಷ ಆತ್ಮಹತ್ಯೆ ಪ್ರಕರಣಗಳು ದಾಖಲಾಗುತ್ತಿವೆ. ದುರಾದೃಷ್ಟವಶಾತ್ ದುಶ್ಚಟಗಳ ಸಂಗ ಹಾಗೂ ಖಿನ್ನತೆಯಿಂದ ಬಳಲುತ್ತಿರುವವರು ವೈದ್ಯರನ್ನು ಸಂಪರ್ಕಿಸಬೇಕು. ಮಕ್ಕಳು ಪಾಲಕರಿಗೆ ಮತ್ತು ಸಮಾಜಕ್ಕೆ ಆಸ್ತಿಯಾಗಬೇಕು ಎಂದರು. ಕಾರ್ಯಕ್ರಮದಲ್ಲಿ ಗ್ರಾಮಭಾರತಿ ಟ್ರಸ್ಟ್ ನ ಅಧ್ಯಕ್ಷರು, ಪದಾಧಿಕಾರಿಗಳು ಹಾಗೂ ಪ್ರಾಂಶುಪಾಲರು ಉಪಸ್ಥಿತರಿದ್ದರು. <box>325 1391 636 1549</box>
notice-td: ಸರ್ಜಾಪುರ <box>1155 2208 1208 2237</box>
